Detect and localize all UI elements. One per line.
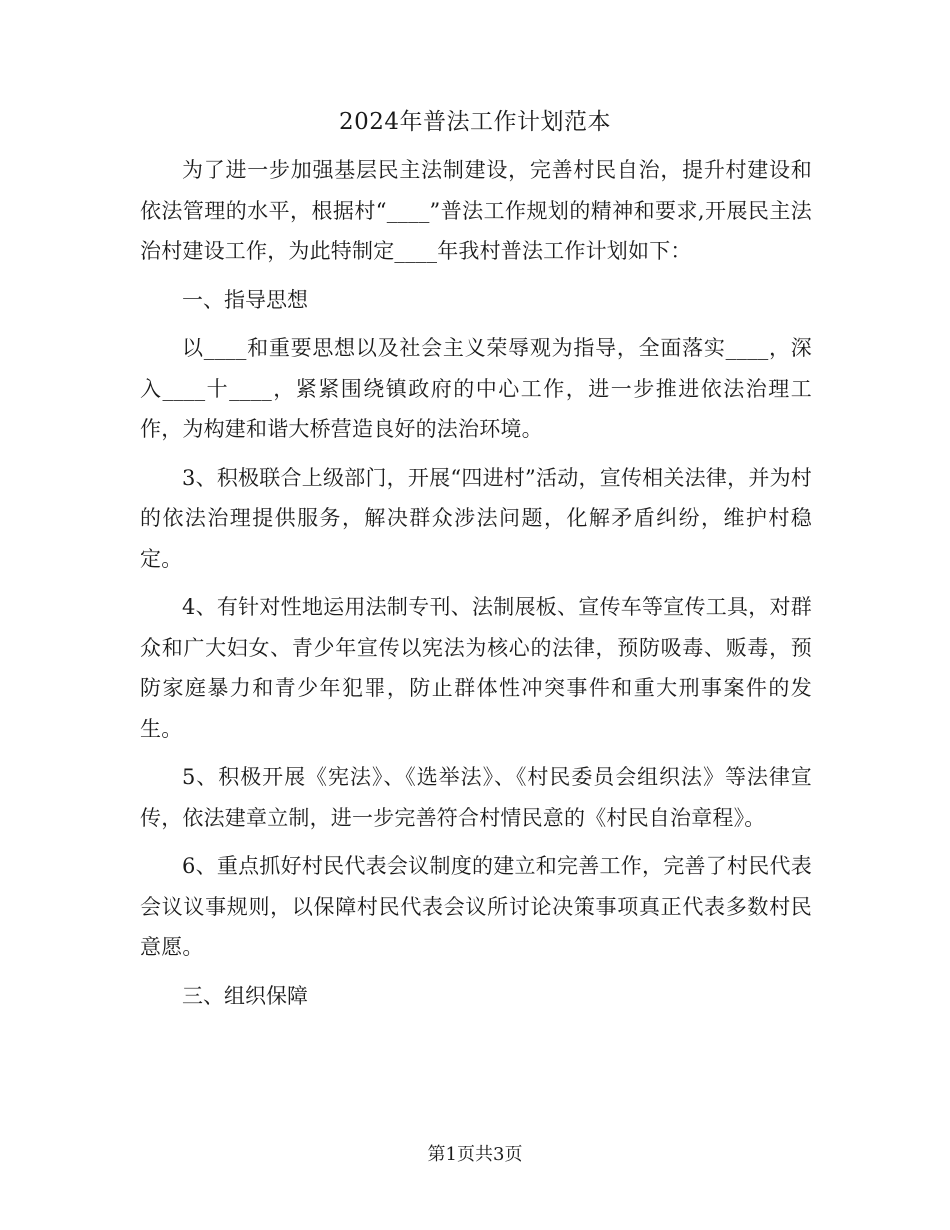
guiding-thought-paragraph: 以____和重要思想以及社会主义荣辱观为指导，全面落实____，深入____十____，紧紧围绕镇政府的中心工作，进一步推进依法治理工作，为构建和谐大桥营造良好的法治环境。 — [140, 336, 812, 441]
section-heading-organization: 三、组织保障 — [182, 983, 308, 1008]
section-heading-guiding-thought: 一、指导思想 — [182, 287, 308, 312]
item-5-paragraph: 5、积极开展《宪法》、《选举法》、《村民委员会组织法》等法律宣传，依法建章立制，进一步完善符合村情民意的《村民自治章程》。 — [140, 765, 812, 830]
document-body — [140, 150, 812, 1024]
item-6-paragraph: 6、重点抓好村民代表会议制度的建立和完善工作，完善了村民代表会议议事规则，以保障村民代表会议所讨论决策事项真正代表多数村民意愿。 — [140, 854, 812, 959]
page-number-footer: 第1页共3页 — [427, 1144, 523, 1165]
document-title: 2024年普法工作计划范本 — [338, 109, 612, 135]
item-4-paragraph: 4、有针对性地运用法制专刊、法制展板、宣传车等宣传工具，对群众和广大妇女、青少年宣传以宪法为核心的法律，预防吸毒、贩毒，预防家庭暴力和青少年犯罪，防止群体性冲突事件和重大刑事案件的发生。 — [140, 595, 812, 741]
item-3-paragraph: 3、积极联合上级部门，开展“四进村”活动，宣传相关法律，并为村的依法治理提供服务，解决群众涉法问题，化解矛盾纠纷，维护村稳定。 — [140, 465, 812, 571]
intro-paragraph: 为了进一步加强基层民主法制建设，完善村民自治，提升村建设和依法管理的水平，根据村“____”普法工作规划的精神和要求,开展民主法治村建设工作，为此特制定____年我村普法工作计划如下： — [140, 158, 812, 263]
